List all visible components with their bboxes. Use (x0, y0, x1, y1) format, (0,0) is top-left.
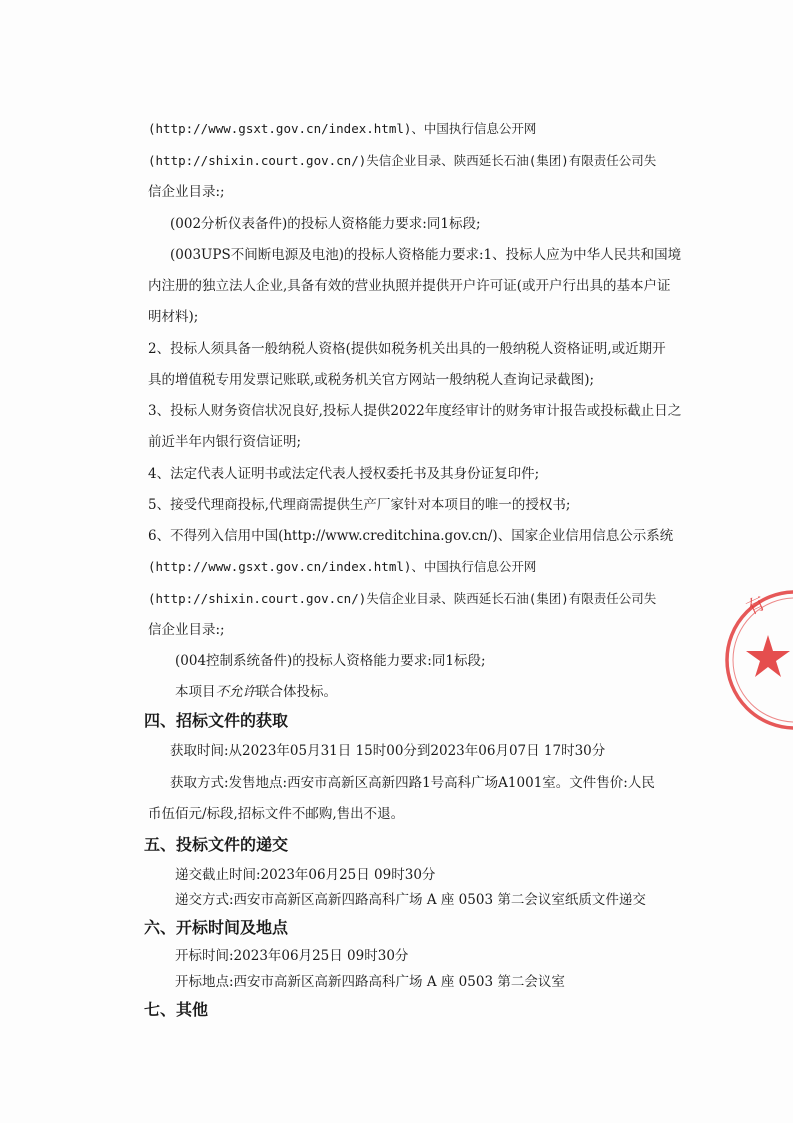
seal-icon (720, 585, 793, 735)
body-line: (http://shixin.court.gov.cn/)失信企业目录、陕西延长石油(集团)有限责任公司失 (148, 591, 657, 606)
body-line: (003UPS不间断电源及电池)的投标人资格能力要求:1、投标人应为中华人民共和国境 (170, 247, 682, 263)
section-heading-6: 六、开标时间及地点 (144, 918, 289, 937)
consortium-line (175, 682, 710, 702)
body-line: 信企业目录:; (148, 184, 225, 200)
section-heading-4: 四、招标文件的获取 (144, 711, 289, 730)
section-heading-7: 七、其他 (144, 1000, 209, 1019)
body-line: 信企业目录:; (148, 622, 225, 638)
acquisition-method: 获取方式:发售地点:西安市高新区高新四路1号高科广场A1001室。文件售价:人民 (170, 775, 655, 791)
body-line: (004控制系统备件)的投标人资格能力要求:同1标段; (175, 653, 486, 669)
opening-time: 开标时间:2023年06月25日 09时30分 (175, 948, 409, 964)
seal-text: 有 (743, 592, 769, 620)
consortium-suffix: 联合体投标。 (256, 684, 337, 700)
submission-deadline: 递交截止时间:2023年06月25日 09时30分 (175, 867, 436, 883)
body-line: 2、投标人须具备一般纳税人资格(提供如税务机关出具的一般纳税人资格证明,或近期开 (148, 341, 666, 357)
body-line: (002分析仪表备件)的投标人资格能力要求:同1标段; (170, 216, 481, 232)
body-line: 5、接受代理商投标,代理商需提供生产厂家针对本项目的唯一的授权书; (148, 497, 571, 513)
body-line: 具的增值税专用发票记账联,或税务机关官方网站一般纳税人查询记录截图); (148, 372, 595, 388)
body-line: 3、投标人财务资信状况良好,投标人提供2022年度经审计的财务审计报告或投标截止日之 (148, 403, 682, 419)
consortium-emphasis: 不允许 (215, 684, 256, 700)
body-line: 前近半年内银行资信证明; (148, 434, 302, 450)
body-line: 6、不得列入信用中国(http://www.creditchina.gov.cn/)、国家企业信用信息公示系统 (148, 528, 674, 544)
acquisition-time: 获取时间:从2023年05月31日 15时00分到2023年06月07日 17时30分 (170, 743, 606, 759)
body-line: 内注册的独立法人企业,具备有效的营业执照并提供开户许可证(或开户行出具的基本户证 (148, 278, 671, 294)
section-heading-5: 五、投标文件的递交 (144, 835, 289, 854)
acquisition-method-cont: 币伍佰元/标段,招标文件不邮购,售出不退。 (148, 806, 405, 822)
submission-method: 递交方式:西安市高新区高新四路高科广场 A 座 0503 第二会议室纸质文件递交 (175, 892, 646, 908)
body-line: 4、法定代表人证明书或法定代表人授权委托书及其身份证复印件; (148, 466, 540, 482)
body-line: (http://www.gsxt.gov.cn/index.html)、中国执行信息公开网 (148, 559, 537, 574)
consortium-prefix: 本项目 (175, 684, 216, 700)
opening-place: 开标地点:西安市高新区高新四路高科广场 A 座 0503 第二会议室 (175, 974, 565, 990)
body-line: (http://shixin.court.gov.cn/)失信企业目录、陕西延长石油(集团)有限责任公司失 (148, 153, 657, 168)
company-seal (720, 585, 793, 735)
body-line: 明材料); (148, 309, 199, 325)
body-line: (http://www.gsxt.gov.cn/index.html)、中国执行信息公开网 (148, 121, 537, 136)
